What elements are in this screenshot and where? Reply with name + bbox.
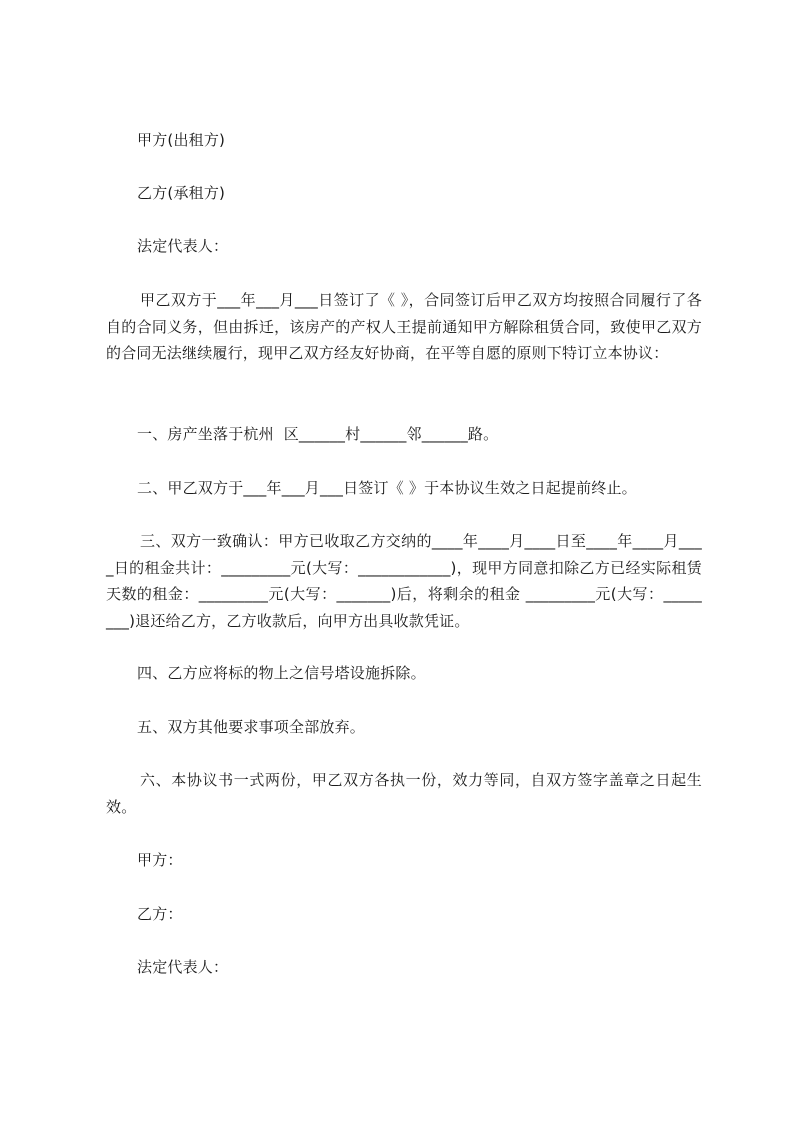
clause-5: 五、双方其他要求事项全部放弃。 <box>137 718 366 736</box>
header-party-b: 乙方(承租方) <box>137 184 226 202</box>
signature-party-a: 甲方： <box>137 851 183 869</box>
clause-6: 六、本协议书一式两份，甲乙双方各执一份，效力等同，自双方签字盖章之日起生效。 <box>106 771 702 816</box>
clause-2: 二、甲乙双方于___年___月___日签订《 》于本协议生效之日起提前终止。 <box>137 479 637 497</box>
clause-4: 四、乙方应将标的物上之信号塔设施拆除。 <box>137 664 426 682</box>
clause-1: 一、房产坐落于杭州 区______村______邻______路。 <box>137 425 499 443</box>
signature-party-b: 乙方： <box>137 905 183 923</box>
signature-legal-rep: 法定代表人： <box>137 958 229 976</box>
header-party-a: 甲方(出租方) <box>137 131 226 149</box>
clause-3: 三、双方一致确认：甲方已收取乙方交纳的____年____月____日至____年____月____日的租金共计：_________元(大写：____________)，现甲方同意扣除乙方已经实际租赁天数的租金：_________元(大写：_______)后，将剩余的租金 _________元(大写：________)退还给乙方，乙方收款后，向甲方出具收款凭证。 <box>106 532 702 630</box>
preamble-paragraph: 甲乙双方于___年___月___日签订了《 》，合同签订后甲乙双方均按照合同履行了各自的合同义务，但由拆迁，该房产的产权人王提前通知甲方解除租赁合同，致使甲乙双方的合同无法继续履行，现甲乙双方经友好协商，在平等自愿的原则下特订立本协议： <box>106 291 702 362</box>
header-legal-rep: 法定代表人： <box>137 237 229 255</box>
